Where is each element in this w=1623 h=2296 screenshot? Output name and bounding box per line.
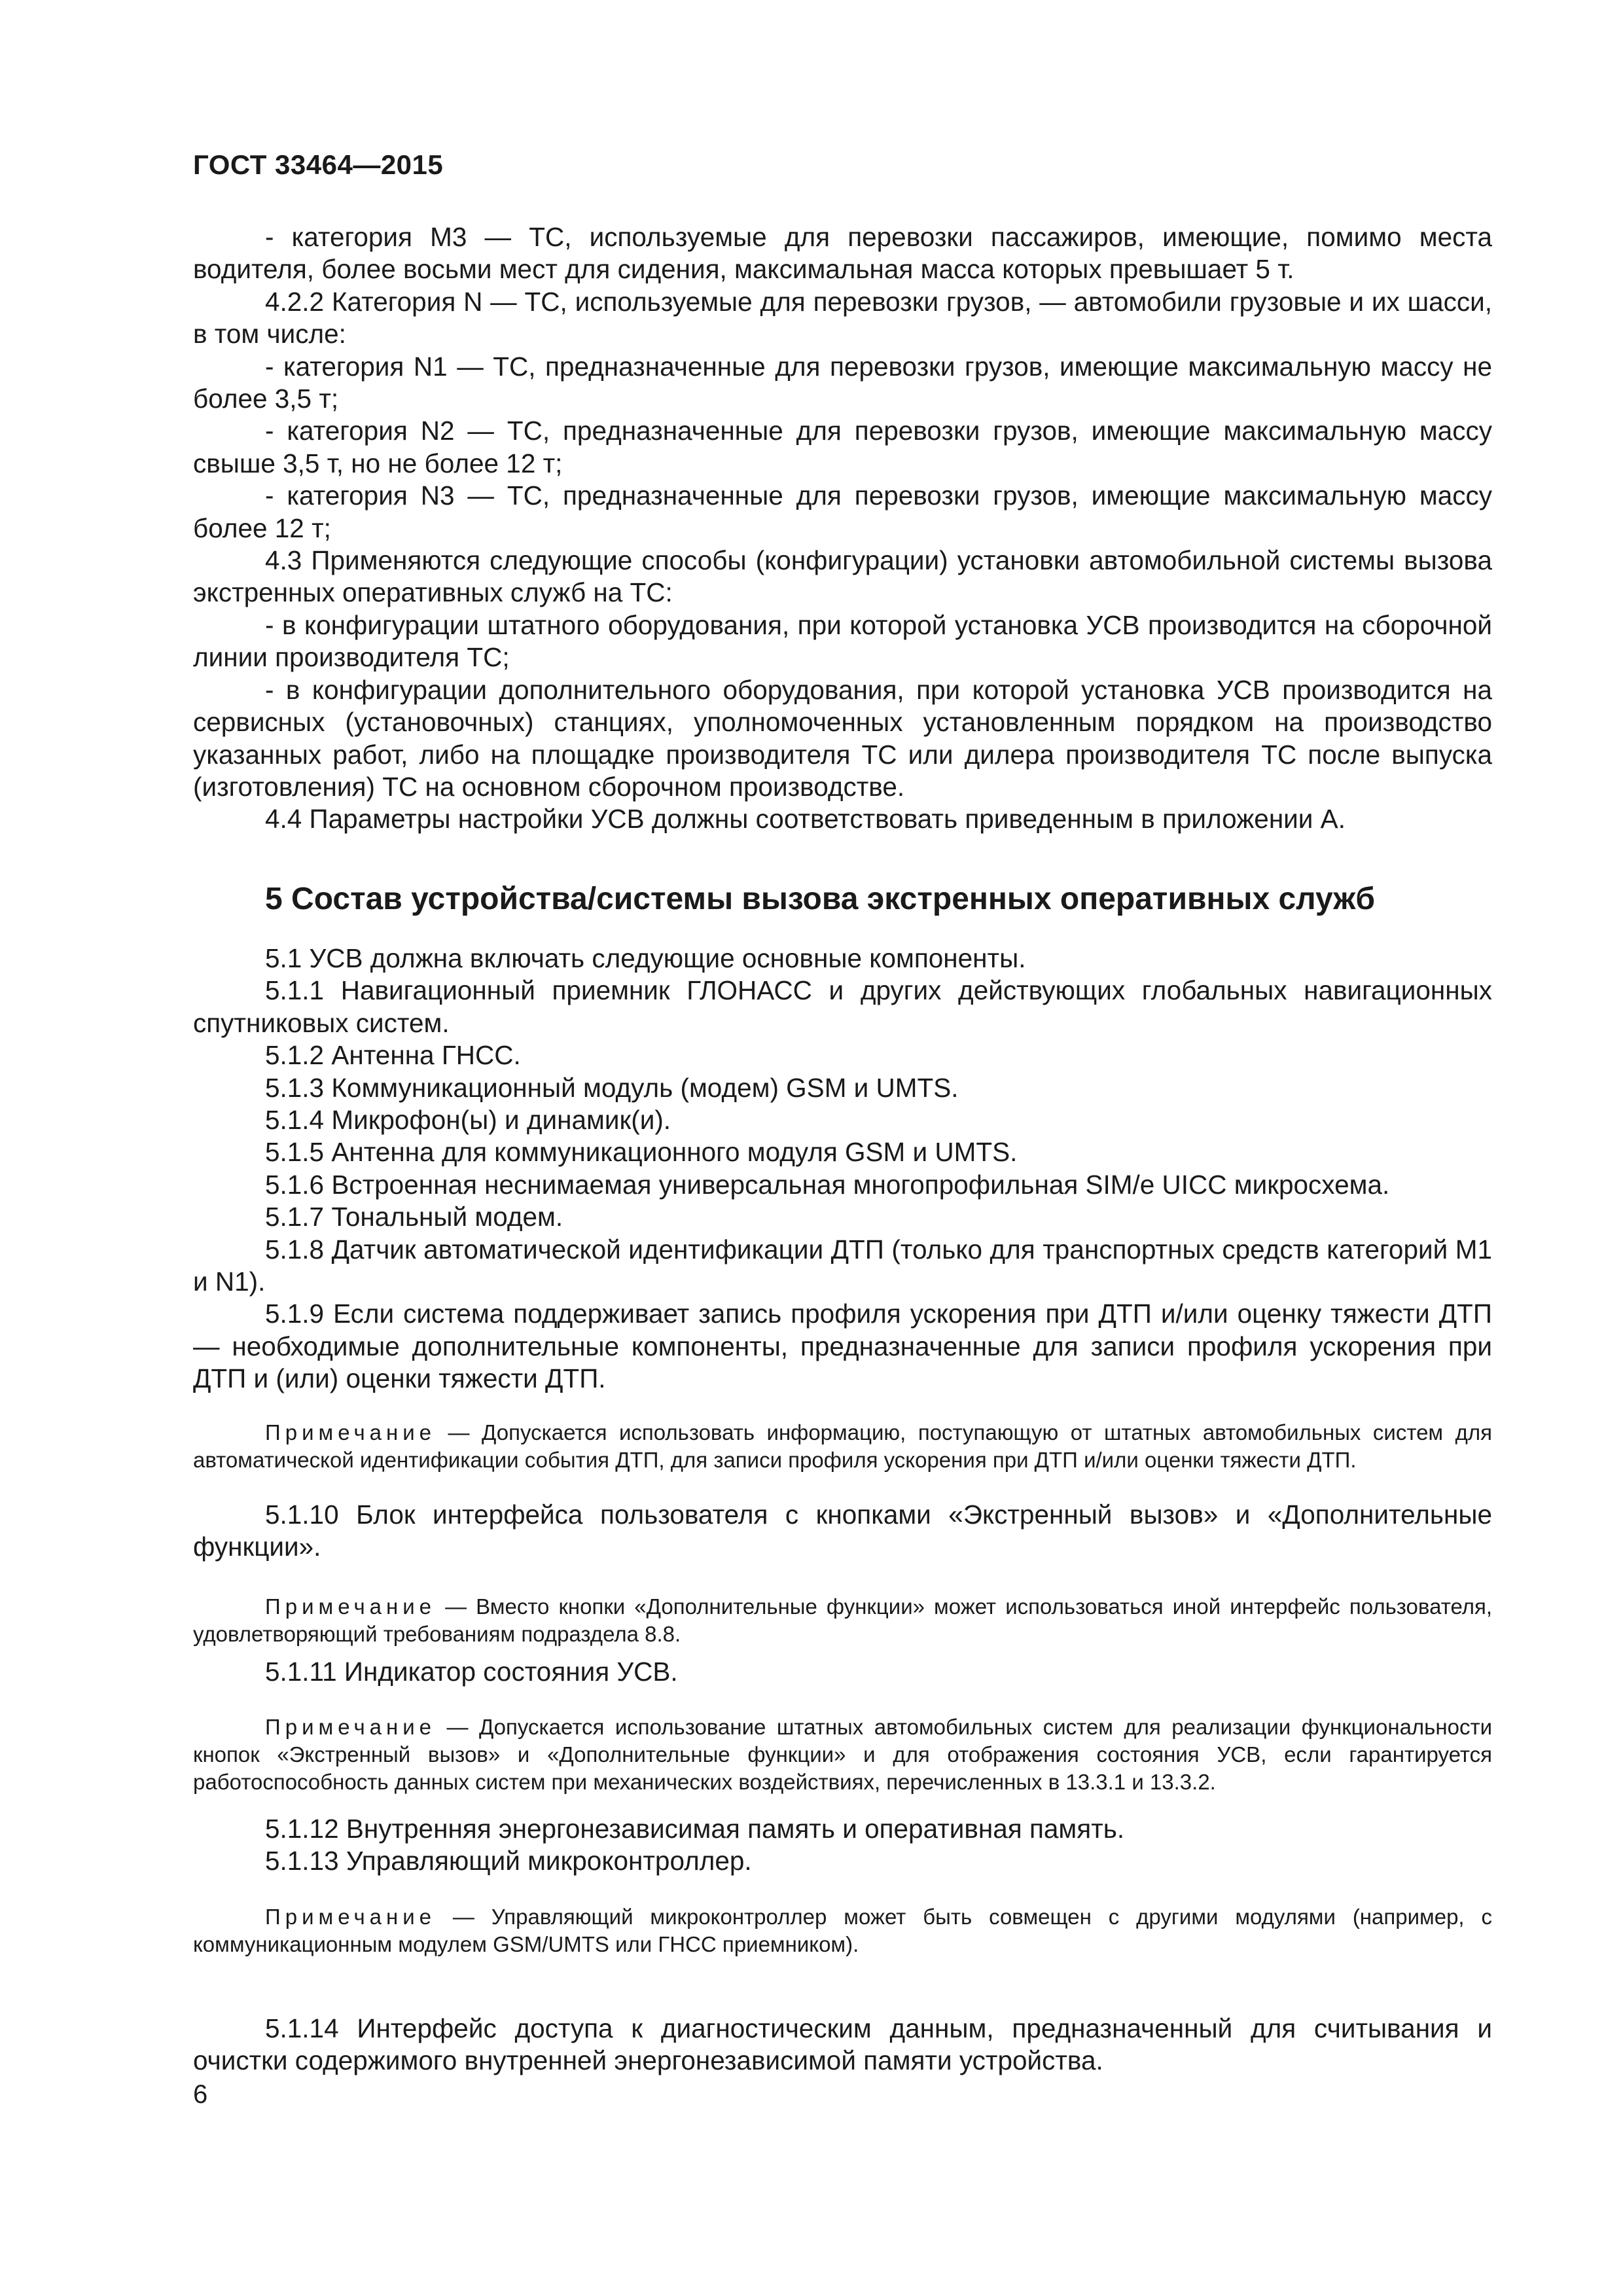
- section-heading: 5 Состав устройства/системы вызова экстренных оперативных служб: [265, 882, 1375, 916]
- note-label: Примечание: [265, 1420, 437, 1444]
- paragraph: 5.1.9 Если система поддерживает запись профиля ускорения при ДТП и/или оценку тяжести ДТП — необходимые дополнительные компоненты, предназначенные для записи профиля ускорения при ДТП и (или) оценки тяжести ДТП.: [193, 1299, 1492, 1394]
- paragraph: 4.4 Параметры настройки УСВ должны соответствовать приведенным в приложении А.: [265, 804, 1346, 834]
- note-text: — Допускается использование штатных автомобильных систем для реализации функциональности кнопок «Экстренный вызов» и «Дополнительные функции» и для отображения состояния УСВ, если гарантируется работоспособность данных систем при механических воздействиях, перечисленных в 13.3.1 и 13.3.2.: [193, 1715, 1492, 1794]
- page-number: 6: [193, 2080, 208, 2109]
- item-5-1-10: [193, 1499, 1492, 1564]
- note-text: — Допускается использовать информацию, поступающую от штатных автомобильных систем для автоматической идентификации события ДТП, для записи профиля ускорения при ДТП и/или оценки тяжести ДТП.: [193, 1420, 1492, 1472]
- paragraph: - категория N2 — ТС, предназначенные для перевозки грузов, имеющие максимальную массу свыше 3,5 т, но не более 12 т;: [193, 416, 1492, 478]
- paragraph: 5.1.5 Антенна для коммуникационного модуля GSM и UMTS.: [265, 1137, 1018, 1168]
- note-label: Примечание: [265, 1905, 437, 1929]
- note-1: [193, 1419, 1492, 1474]
- note-label: Примечание: [265, 1715, 437, 1739]
- paragraph: 5.1.8 Датчик автоматической идентификации ДТП (только для транспортных средств категорий М1 и N1).: [193, 1234, 1492, 1297]
- paragraph: - в конфигурации дополнительного оборудования, при которой установка УСВ производится на сервисных (установочных) станциях, уполномоченных установленным порядком на производство указанных работ, либо на площадке производителя ТС или дилера производителя ТС после выпуска (изготовления) ТС на основном сборочном производстве.: [193, 674, 1492, 802]
- section5-items: [193, 942, 1492, 1395]
- paragraph: 5.1.6 Встроенная неснимаемая универсальная многопрофильная SIM/е UICC микросхема.: [265, 1169, 1390, 1200]
- paragraph: - категория N1 — ТС, предназначенные для перевозки грузов, имеющие максимальную массу не более 3,5 т;: [193, 351, 1492, 414]
- note-3: [193, 1713, 1492, 1796]
- document-header: ГОСТ 33464—2015: [193, 149, 444, 180]
- items-5-1-12-13: [193, 1813, 1492, 1878]
- item-5-1-11: [193, 1656, 1492, 1688]
- paragraph: 5.1.4 Микрофон(ы) и динамик(и).: [265, 1105, 671, 1136]
- note-2: [193, 1593, 1492, 1648]
- paragraph: 5.1.14 Интерфейс доступа к диагностическим данным, предназначенный для считывания и очистки содержимого внутренней энергонезависимой памяти устройства.: [193, 2013, 1492, 2076]
- paragraph: 5.1.7 Тональный модем.: [265, 1202, 563, 1232]
- note-text: — Управляющий микроконтроллер может быть совмещен с другими модулями (например, с коммуникационным модулем GSM/UMTS или ГНСС приемником).: [193, 1905, 1492, 1956]
- paragraph: 5.1 УСВ должна включать следующие основные компоненты.: [265, 943, 1026, 973]
- paragraph: - в конфигурации штатного оборудования, при которой установка УСВ производится на сборочной линии производителя ТС;: [193, 609, 1492, 673]
- paragraph: - категория N3 — ТС, предназначенные для перевозки грузов, имеющие максимальную массу более 12 т;: [193, 480, 1492, 543]
- paragraph: 5.1.3 Коммуникационный модуль (модем) GSM и UMTS.: [265, 1072, 959, 1103]
- item-5-1-14: [193, 2013, 1492, 2077]
- paragraph: 5.1.11 Индикатор состояния УСВ.: [265, 1657, 678, 1687]
- note-label: Примечание: [265, 1594, 437, 1619]
- note-text: — Вместо кнопки «Дополнительные функции» может использоваться иной интерфейс пользователя, удовлетворяющий требованиям подраздела 8.8.: [193, 1594, 1492, 1646]
- paragraph: 5.1.10 Блок интерфейса пользователя с кнопками «Экстренный вызов» и «Дополнительные функции».: [193, 1499, 1492, 1562]
- paragraph: - категория М3 — ТС, используемые для перевозки пассажиров, имеющие, помимо места водителя, более восьми мест для сидения, максимальная масса которых превышает 5 т.: [193, 222, 1492, 285]
- paragraph: 4.3 Применяются следующие способы (конфигурации) установки автомобильной системы вызова экстренных оперативных служб на ТС:: [193, 545, 1492, 608]
- paragraph: 5.1.1 Навигационный приемник ГЛОНАСС и других действующих глобальных навигационных спутниковых систем.: [193, 975, 1492, 1038]
- paragraph: 5.1.2 Антенна ГНСС.: [265, 1040, 521, 1071]
- section4-continuation: [193, 221, 1492, 836]
- note-4: [193, 1903, 1492, 1958]
- paragraph: 4.2.2 Категория N — ТС, используемые для перевозки грузов, — автомобили грузовые и их шасси, в том числе:: [193, 286, 1492, 350]
- paragraph: 5.1.12 Внутренняя энергонезависимая память и оперативная память.: [265, 1814, 1125, 1844]
- paragraph: 5.1.13 Управляющий микроконтроллер.: [265, 1846, 752, 1876]
